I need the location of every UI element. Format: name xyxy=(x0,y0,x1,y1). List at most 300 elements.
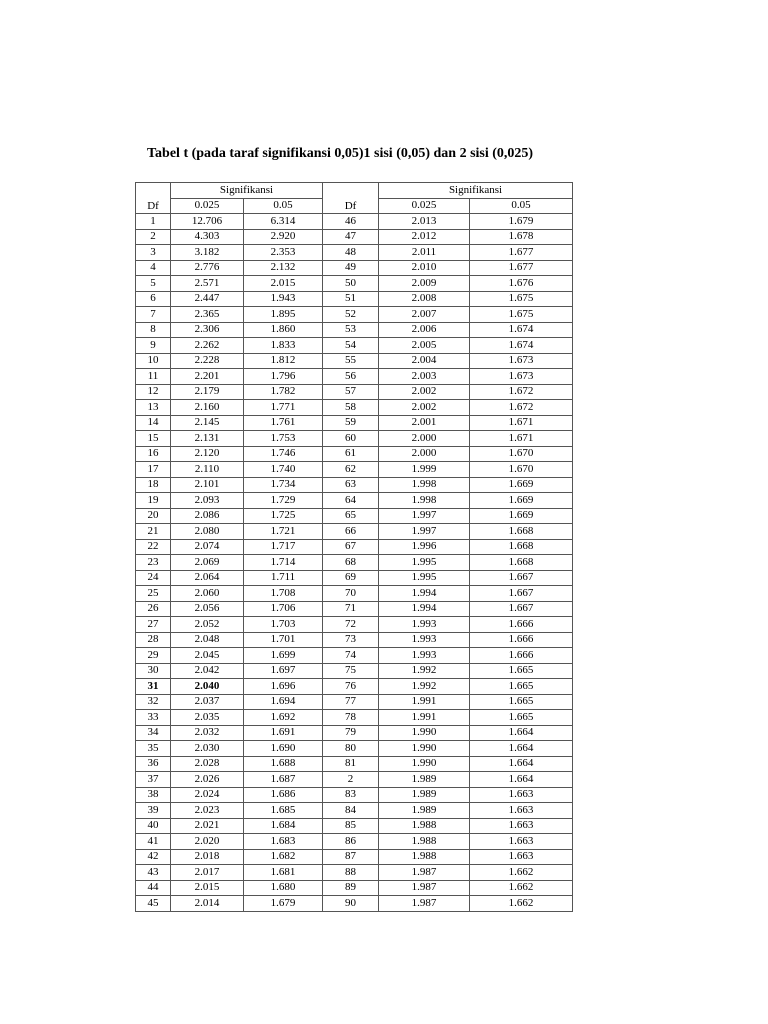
right-value-005-cell: 1.674 xyxy=(470,322,573,338)
right-df-cell: 85 xyxy=(323,818,379,834)
significance-header-left: Signifikansi xyxy=(171,183,323,199)
left-value-005-cell: 1.687 xyxy=(244,772,323,788)
right-df-cell: 63 xyxy=(323,477,379,493)
left-df-cell: 23 xyxy=(136,555,171,571)
right-value-0025-cell: 2.012 xyxy=(379,229,470,245)
table-row xyxy=(136,648,573,664)
left-value-005-cell: 1.699 xyxy=(244,648,323,664)
right-df-cell: 54 xyxy=(323,338,379,354)
right-value-005-cell: 1.678 xyxy=(470,229,573,245)
right-df-cell: 56 xyxy=(323,369,379,385)
table-row xyxy=(136,245,573,261)
left-df-cell: 16 xyxy=(136,446,171,462)
left-value-0025-cell: 12.706 xyxy=(171,214,244,230)
left-value-005-cell: 2.920 xyxy=(244,229,323,245)
right-df-cell: 70 xyxy=(323,586,379,602)
right-df-cell: 88 xyxy=(323,865,379,881)
table-row xyxy=(136,586,573,602)
left-value-0025-cell: 2.064 xyxy=(171,570,244,586)
right-df-cell: 48 xyxy=(323,245,379,261)
table-row xyxy=(136,539,573,555)
right-df-cell: 52 xyxy=(323,307,379,323)
right-df-cell: 87 xyxy=(323,849,379,865)
right-value-0025-cell: 2.013 xyxy=(379,214,470,230)
left-value-0025-cell: 2.086 xyxy=(171,508,244,524)
right-value-005-cell: 1.676 xyxy=(470,276,573,292)
right-value-005-cell: 1.675 xyxy=(470,307,573,323)
left-value-0025-cell: 2.037 xyxy=(171,694,244,710)
left-value-0025-cell: 2.201 xyxy=(171,369,244,385)
left-value-005-cell: 1.708 xyxy=(244,586,323,602)
right-value-005-cell: 1.663 xyxy=(470,818,573,834)
right-value-0025-cell: 1.998 xyxy=(379,477,470,493)
right-value-005-cell: 1.669 xyxy=(470,493,573,509)
right-value-005-cell: 1.666 xyxy=(470,617,573,633)
right-df-cell: 58 xyxy=(323,400,379,416)
left-value-0025-cell: 2.262 xyxy=(171,338,244,354)
left-value-005-cell: 1.703 xyxy=(244,617,323,633)
left-df-cell: 36 xyxy=(136,756,171,772)
right-value-005-cell: 1.677 xyxy=(470,245,573,261)
left-df-cell: 19 xyxy=(136,493,171,509)
right-value-0025-cell: 1.988 xyxy=(379,818,470,834)
right-df-cell: 59 xyxy=(323,415,379,431)
left-value-0025-cell: 2.018 xyxy=(171,849,244,865)
table-row xyxy=(136,803,573,819)
left-df-cell: 40 xyxy=(136,818,171,834)
table-row xyxy=(136,276,573,292)
table-row xyxy=(136,384,573,400)
left-value-0025-cell: 2.056 xyxy=(171,601,244,617)
right-value-0025-cell: 2.008 xyxy=(379,291,470,307)
left-value-005-cell: 1.725 xyxy=(244,508,323,524)
left-value-0025-cell: 2.045 xyxy=(171,648,244,664)
right-df-cell: 53 xyxy=(323,322,379,338)
right-df-cell: 64 xyxy=(323,493,379,509)
left-df-cell: 38 xyxy=(136,787,171,803)
t-table xyxy=(135,182,573,912)
left-df-cell: 10 xyxy=(136,353,171,369)
left-value-005-cell: 1.679 xyxy=(244,896,323,912)
left-value-005-cell: 1.688 xyxy=(244,756,323,772)
table-row xyxy=(136,632,573,648)
right-value-005-cell: 1.665 xyxy=(470,663,573,679)
left-value-005-cell: 1.860 xyxy=(244,322,323,338)
right-value-0025-cell: 2.007 xyxy=(379,307,470,323)
left-value-0025-cell: 2.048 xyxy=(171,632,244,648)
right-df-cell: 86 xyxy=(323,834,379,850)
left-value-0025-cell: 2.120 xyxy=(171,446,244,462)
left-value-0025-cell: 2.228 xyxy=(171,353,244,369)
right-df-cell: 73 xyxy=(323,632,379,648)
left-value-005-cell: 1.729 xyxy=(244,493,323,509)
left-value-005-cell: 1.680 xyxy=(244,880,323,896)
table-row xyxy=(136,756,573,772)
left-df-cell: 22 xyxy=(136,539,171,555)
left-value-0025-cell: 2.101 xyxy=(171,477,244,493)
table-row xyxy=(136,710,573,726)
left-value-0025-cell: 2.020 xyxy=(171,834,244,850)
table-row xyxy=(136,214,573,230)
left-value-005-cell: 1.812 xyxy=(244,353,323,369)
right-df-cell: 75 xyxy=(323,663,379,679)
left-df-cell: 37 xyxy=(136,772,171,788)
right-value-0025-cell: 1.993 xyxy=(379,648,470,664)
right-value-005-cell: 1.671 xyxy=(470,415,573,431)
left-value-005-cell: 1.701 xyxy=(244,632,323,648)
left-df-cell: 12 xyxy=(136,384,171,400)
level-005-header-left: 0.05 xyxy=(244,198,323,214)
left-value-0025-cell: 2.365 xyxy=(171,307,244,323)
left-df-cell: 35 xyxy=(136,741,171,757)
left-value-005-cell: 1.706 xyxy=(244,601,323,617)
left-df-cell: 34 xyxy=(136,725,171,741)
right-value-0025-cell: 1.996 xyxy=(379,539,470,555)
left-value-0025-cell: 2.093 xyxy=(171,493,244,509)
left-df-cell: 2 xyxy=(136,229,171,245)
table-row xyxy=(136,772,573,788)
left-df-cell: 24 xyxy=(136,570,171,586)
table-row xyxy=(136,446,573,462)
right-value-0025-cell: 1.997 xyxy=(379,508,470,524)
right-df-cell: 69 xyxy=(323,570,379,586)
left-value-005-cell: 1.734 xyxy=(244,477,323,493)
table-row xyxy=(136,787,573,803)
left-df-cell: 1 xyxy=(136,214,171,230)
left-df-cell: 21 xyxy=(136,524,171,540)
right-value-005-cell: 1.667 xyxy=(470,601,573,617)
right-value-005-cell: 1.671 xyxy=(470,431,573,447)
right-value-0025-cell: 2.004 xyxy=(379,353,470,369)
left-df-cell: 45 xyxy=(136,896,171,912)
right-value-005-cell: 1.663 xyxy=(470,803,573,819)
left-df-cell: 25 xyxy=(136,586,171,602)
right-df-cell: 68 xyxy=(323,555,379,571)
right-df-cell: 79 xyxy=(323,725,379,741)
right-value-005-cell: 1.673 xyxy=(470,353,573,369)
table-row xyxy=(136,570,573,586)
left-df-cell: 20 xyxy=(136,508,171,524)
left-df-cell: 9 xyxy=(136,338,171,354)
left-df-cell: 11 xyxy=(136,369,171,385)
left-value-0025-cell: 2.179 xyxy=(171,384,244,400)
right-value-0025-cell: 2.000 xyxy=(379,446,470,462)
right-df-cell: 65 xyxy=(323,508,379,524)
right-value-0025-cell: 1.995 xyxy=(379,570,470,586)
left-df-cell: 33 xyxy=(136,710,171,726)
level-0025-header-right: 0.025 xyxy=(379,198,470,214)
left-value-005-cell: 1.833 xyxy=(244,338,323,354)
right-value-0025-cell: 1.993 xyxy=(379,617,470,633)
t-table-body xyxy=(136,214,573,912)
right-value-0025-cell: 1.994 xyxy=(379,601,470,617)
left-df-cell: 30 xyxy=(136,663,171,679)
right-value-005-cell: 1.677 xyxy=(470,260,573,276)
right-value-005-cell: 1.664 xyxy=(470,741,573,757)
right-value-0025-cell: 1.987 xyxy=(379,865,470,881)
left-value-005-cell: 1.694 xyxy=(244,694,323,710)
left-value-0025-cell: 2.042 xyxy=(171,663,244,679)
right-value-005-cell: 1.663 xyxy=(470,787,573,803)
table-row xyxy=(136,880,573,896)
level-0025-header-left: 0.025 xyxy=(171,198,244,214)
right-value-0025-cell: 2.000 xyxy=(379,431,470,447)
table-row xyxy=(136,415,573,431)
table-row xyxy=(136,260,573,276)
left-value-005-cell: 1.753 xyxy=(244,431,323,447)
table-row xyxy=(136,725,573,741)
right-value-005-cell: 1.669 xyxy=(470,508,573,524)
left-df-cell: 18 xyxy=(136,477,171,493)
left-value-005-cell: 1.943 xyxy=(244,291,323,307)
right-value-0025-cell: 1.987 xyxy=(379,896,470,912)
right-df-cell: 81 xyxy=(323,756,379,772)
left-value-0025-cell: 2.052 xyxy=(171,617,244,633)
right-value-005-cell: 1.664 xyxy=(470,772,573,788)
right-value-0025-cell: 1.989 xyxy=(379,803,470,819)
right-value-0025-cell: 1.992 xyxy=(379,679,470,695)
left-value-0025-cell: 2.028 xyxy=(171,756,244,772)
right-df-cell: 78 xyxy=(323,710,379,726)
table-row xyxy=(136,865,573,881)
right-value-0025-cell: 2.009 xyxy=(379,276,470,292)
left-value-005-cell: 1.746 xyxy=(244,446,323,462)
left-value-005-cell: 1.796 xyxy=(244,369,323,385)
left-df-cell: 3 xyxy=(136,245,171,261)
right-value-0025-cell: 1.988 xyxy=(379,834,470,850)
table-row xyxy=(136,694,573,710)
left-value-005-cell: 1.761 xyxy=(244,415,323,431)
left-value-005-cell: 1.682 xyxy=(244,849,323,865)
right-value-005-cell: 1.667 xyxy=(470,570,573,586)
table-row xyxy=(136,307,573,323)
left-value-005-cell: 2.132 xyxy=(244,260,323,276)
right-df-cell: 61 xyxy=(323,446,379,462)
left-value-0025-cell: 2.021 xyxy=(171,818,244,834)
left-value-005-cell: 1.771 xyxy=(244,400,323,416)
left-df-cell: 44 xyxy=(136,880,171,896)
table-row xyxy=(136,679,573,695)
header-row-group xyxy=(136,183,573,199)
left-value-0025-cell: 2.014 xyxy=(171,896,244,912)
left-value-005-cell: 6.314 xyxy=(244,214,323,230)
left-value-005-cell: 1.714 xyxy=(244,555,323,571)
table-row xyxy=(136,291,573,307)
right-value-005-cell: 1.670 xyxy=(470,462,573,478)
right-value-005-cell: 1.669 xyxy=(470,477,573,493)
left-df-cell: 17 xyxy=(136,462,171,478)
left-df-cell: 13 xyxy=(136,400,171,416)
left-value-005-cell: 1.690 xyxy=(244,741,323,757)
right-value-0025-cell: 2.003 xyxy=(379,369,470,385)
right-value-005-cell: 1.665 xyxy=(470,710,573,726)
right-value-005-cell: 1.663 xyxy=(470,834,573,850)
left-value-0025-cell: 2.306 xyxy=(171,322,244,338)
table-row xyxy=(136,462,573,478)
table-row xyxy=(136,663,573,679)
table-row xyxy=(136,229,573,245)
right-value-0025-cell: 1.994 xyxy=(379,586,470,602)
table-row xyxy=(136,369,573,385)
right-value-005-cell: 1.664 xyxy=(470,756,573,772)
right-value-005-cell: 1.674 xyxy=(470,338,573,354)
df-header-left: Df xyxy=(136,183,171,214)
right-value-005-cell: 1.665 xyxy=(470,694,573,710)
left-value-005-cell: 1.681 xyxy=(244,865,323,881)
right-value-005-cell: 1.662 xyxy=(470,865,573,881)
table-row xyxy=(136,508,573,524)
page-title: Tabel t (pada taraf signifikansi 0,05)1 sisi (0,05) dan 2 sisi (0,025) xyxy=(147,146,534,161)
right-value-005-cell: 1.666 xyxy=(470,648,573,664)
left-value-0025-cell: 2.026 xyxy=(171,772,244,788)
left-df-cell: 29 xyxy=(136,648,171,664)
left-value-005-cell: 1.697 xyxy=(244,663,323,679)
right-df-cell: 57 xyxy=(323,384,379,400)
right-df-cell: 2 xyxy=(323,772,379,788)
table-row xyxy=(136,555,573,571)
left-df-cell: 15 xyxy=(136,431,171,447)
right-df-cell: 51 xyxy=(323,291,379,307)
left-df-cell: 26 xyxy=(136,601,171,617)
right-df-cell: 72 xyxy=(323,617,379,633)
right-value-0025-cell: 1.997 xyxy=(379,524,470,540)
left-value-0025-cell: 2.024 xyxy=(171,787,244,803)
right-value-0025-cell: 1.990 xyxy=(379,756,470,772)
df-header-right: Df xyxy=(323,183,379,214)
right-value-005-cell: 1.670 xyxy=(470,446,573,462)
table-row xyxy=(136,818,573,834)
left-value-0025-cell: 3.182 xyxy=(171,245,244,261)
right-value-005-cell: 1.679 xyxy=(470,214,573,230)
left-value-005-cell: 1.711 xyxy=(244,570,323,586)
right-value-0025-cell: 1.998 xyxy=(379,493,470,509)
right-value-005-cell: 1.665 xyxy=(470,679,573,695)
left-value-005-cell: 1.717 xyxy=(244,539,323,555)
right-value-005-cell: 1.672 xyxy=(470,400,573,416)
right-df-cell: 76 xyxy=(323,679,379,695)
t-table-header xyxy=(136,183,573,214)
left-value-005-cell: 1.685 xyxy=(244,803,323,819)
right-df-cell: 66 xyxy=(323,524,379,540)
left-value-005-cell: 2.015 xyxy=(244,276,323,292)
right-value-0025-cell: 2.001 xyxy=(379,415,470,431)
table-row xyxy=(136,431,573,447)
left-value-0025-cell: 2.015 xyxy=(171,880,244,896)
table-row xyxy=(136,493,573,509)
left-value-0025-cell: 2.110 xyxy=(171,462,244,478)
left-value-005-cell: 1.686 xyxy=(244,787,323,803)
left-df-cell: 27 xyxy=(136,617,171,633)
left-value-0025-cell: 2.080 xyxy=(171,524,244,540)
right-value-0025-cell: 2.002 xyxy=(379,400,470,416)
right-df-cell: 49 xyxy=(323,260,379,276)
left-df-cell: 5 xyxy=(136,276,171,292)
table-row xyxy=(136,477,573,493)
left-value-005-cell: 1.684 xyxy=(244,818,323,834)
right-df-cell: 74 xyxy=(323,648,379,664)
left-value-0025-cell: 2.776 xyxy=(171,260,244,276)
left-value-005-cell: 1.683 xyxy=(244,834,323,850)
left-value-005-cell: 1.696 xyxy=(244,679,323,695)
left-value-005-cell: 1.895 xyxy=(244,307,323,323)
right-df-cell: 62 xyxy=(323,462,379,478)
left-value-0025-cell: 2.074 xyxy=(171,539,244,555)
left-value-005-cell: 1.691 xyxy=(244,725,323,741)
left-value-0025-cell: 2.571 xyxy=(171,276,244,292)
right-value-005-cell: 1.667 xyxy=(470,586,573,602)
right-value-0025-cell: 1.990 xyxy=(379,741,470,757)
right-value-0025-cell: 2.010 xyxy=(379,260,470,276)
significance-header-right: Signifikansi xyxy=(379,183,573,199)
level-005-header-right: 0.05 xyxy=(470,198,573,214)
table-row xyxy=(136,849,573,865)
left-df-cell: 42 xyxy=(136,849,171,865)
right-value-005-cell: 1.672 xyxy=(470,384,573,400)
right-df-cell: 47 xyxy=(323,229,379,245)
right-df-cell: 55 xyxy=(323,353,379,369)
right-value-0025-cell: 2.006 xyxy=(379,322,470,338)
left-value-005-cell: 2.353 xyxy=(244,245,323,261)
right-value-0025-cell: 1.990 xyxy=(379,725,470,741)
left-df-cell: 32 xyxy=(136,694,171,710)
table-row xyxy=(136,741,573,757)
right-value-0025-cell: 2.002 xyxy=(379,384,470,400)
left-df-cell: 8 xyxy=(136,322,171,338)
left-value-005-cell: 1.692 xyxy=(244,710,323,726)
right-value-0025-cell: 1.989 xyxy=(379,772,470,788)
right-value-005-cell: 1.668 xyxy=(470,555,573,571)
table-row xyxy=(136,896,573,912)
left-value-0025-cell: 2.035 xyxy=(171,710,244,726)
left-df-cell: 4 xyxy=(136,260,171,276)
right-value-0025-cell: 2.011 xyxy=(379,245,470,261)
right-df-cell: 60 xyxy=(323,431,379,447)
right-df-cell: 46 xyxy=(323,214,379,230)
right-df-cell: 90 xyxy=(323,896,379,912)
right-value-0025-cell: 1.991 xyxy=(379,710,470,726)
right-value-0025-cell: 1.995 xyxy=(379,555,470,571)
left-value-0025-cell: 2.131 xyxy=(171,431,244,447)
table-row xyxy=(136,322,573,338)
table-row xyxy=(136,524,573,540)
left-value-0025-cell: 2.030 xyxy=(171,741,244,757)
right-df-cell: 80 xyxy=(323,741,379,757)
right-value-005-cell: 1.666 xyxy=(470,632,573,648)
right-value-0025-cell: 1.989 xyxy=(379,787,470,803)
table-row xyxy=(136,617,573,633)
right-value-0025-cell: 1.987 xyxy=(379,880,470,896)
right-df-cell: 83 xyxy=(323,787,379,803)
right-value-005-cell: 1.668 xyxy=(470,524,573,540)
right-value-0025-cell: 2.005 xyxy=(379,338,470,354)
table-row xyxy=(136,353,573,369)
right-df-cell: 50 xyxy=(323,276,379,292)
left-value-0025-cell: 2.032 xyxy=(171,725,244,741)
left-df-cell: 41 xyxy=(136,834,171,850)
right-df-cell: 89 xyxy=(323,880,379,896)
left-value-0025-cell: 2.447 xyxy=(171,291,244,307)
table-row xyxy=(136,400,573,416)
left-value-0025-cell: 2.069 xyxy=(171,555,244,571)
right-df-cell: 84 xyxy=(323,803,379,819)
right-df-cell: 67 xyxy=(323,539,379,555)
left-value-0025-cell: 2.145 xyxy=(171,415,244,431)
left-value-0025-cell: 2.160 xyxy=(171,400,244,416)
right-df-cell: 71 xyxy=(323,601,379,617)
left-df-cell: 31 xyxy=(136,679,171,695)
left-df-cell: 39 xyxy=(136,803,171,819)
left-value-0025-cell: 4.303 xyxy=(171,229,244,245)
